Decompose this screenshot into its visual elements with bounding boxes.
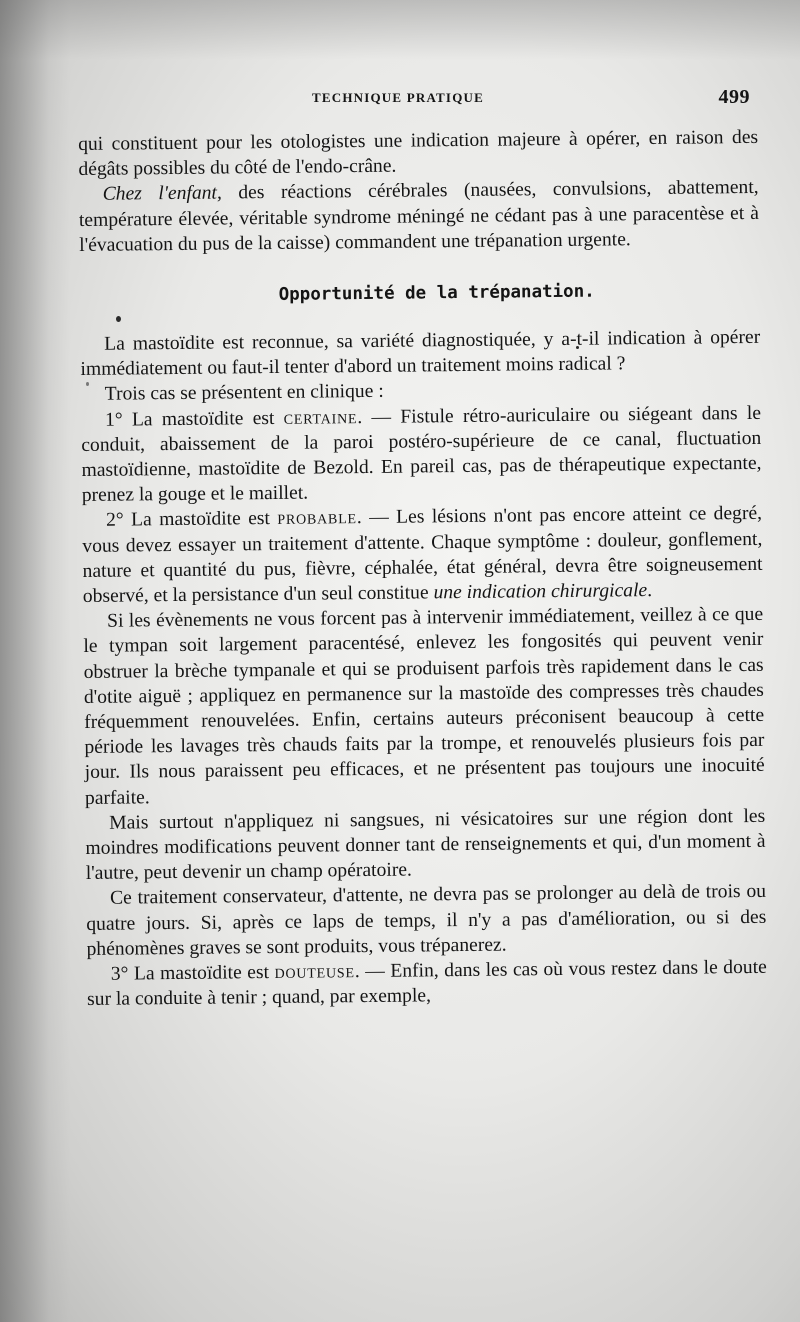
paragraph-text: des réactions cérébrales (nausées, convulsions, abattement, température élevée, véritable syndrome méningé ne cédant pas à une paracentèse et à l'évacuation du pus de la caisse) commandent une trépanation urgente. [78,177,759,256]
paragraph-text: La mastoïdite est reconnue, sa variété diagnostiquée, y a-t-il indication à opérer immédiatement ou faut-il tenter d'abord un traitement moins radical ? [80,326,761,381]
running-title: TECHNIQUE PRATIQUE [312,90,484,105]
paragraph-text: . — Fistule rétro-auriculaire ou siégeant dans le conduit, abaissement de la paroi postéro-supérieure de ce canal, fluctuation mastoïdienne, mastoïdite de Bezold. En pareil cas, pas de thérapeutique expectante, prenez la gouge et le maillet. [81,402,762,507]
paragraph [79,175,760,258]
paragraph [82,501,763,609]
case-number: 2° La mastoïdite est [105,508,278,532]
paragraph-text: Ce traitement conservateur, d'attente, ne devra pas se prolonger au delà de trois ou quatre jours. Si, après ce laps de temps, il n'y a pas d'amélioration, ou si des phénomènes graves se sont produits, vous trépanerez. [86,881,767,960]
paragraph-text: qui constituent pour les otologistes une indication majeure à opérer, en raison des dégâts possibles du côté de l'endo-crâne. [78,126,759,181]
italic-phrase: une indication chirurgicale [433,580,648,604]
section-heading: Opportunité de la trépanation. [278,281,595,305]
paragraph [87,955,767,1013]
paragraph-text: Si les évènements ne vous forcent pas à intervenir immédiatement, veillez à ce que le tympan soit largement paracentésé, enlevez les fongosités qui peuvent venir obstruer la brèche tympanale et qui se produisent parfois très rapidement dans le cas d'otite aiguë ; appliquez en permanence sur la mastoïde des compresses très chaudes fréquemment renouvelées. Enfin, certains auteurs préconisent beaucoup à cette période les lavages très chauds faits par la trompe, et renouvelés plusieurs fois par jour. Ils nous paraissent peu efficaces, et ne présentent pas toujours une inocuité parfaite. [83,604,765,809]
case-term: certaine [283,406,358,429]
paragraph-text: . — Enfin, dans les cas où vous restez dans le doute sur la conduite à tenir ; quand, par exemple, [86,956,767,1011]
body-text [78,125,767,1013]
paragraph-text: . — Les lésions n'ont pas encore atteint ce degré, vous devez essayer un traitement d'attente. Chaque symptôme : douleur, gonflement, nature et quantité du pus, fièvre, céphalée, état général, devra être soigneusement observé, et la persistance d'un seul constitue [82,503,763,608]
italic-lead: Chez l'enfant, [102,182,222,206]
paragraph [80,325,760,383]
paragraph [86,879,767,962]
paragraph-text: Trois cas se présentent en clinique : [104,381,384,406]
paragraph [83,602,765,811]
case-term: douteuse [274,961,355,984]
page-number: 499 [718,86,750,108]
paragraph-text: Mais surtout n'appliquez ni sangsues, ni vésicatoires sur une région dont les moindres modifications peuvent donner tant de renseignements et qui, d'un moment à l'autre, peut devenir un champ opératoire. [85,805,766,885]
paragraph-end: . [647,580,653,602]
case-number: 3° La mastoïdite est [110,962,275,985]
paragraph [78,125,758,183]
paragraph [85,804,766,887]
paragraph [81,400,762,508]
case-term: probable [277,507,357,530]
case-number: 1° La mastoïdite est [104,407,284,431]
